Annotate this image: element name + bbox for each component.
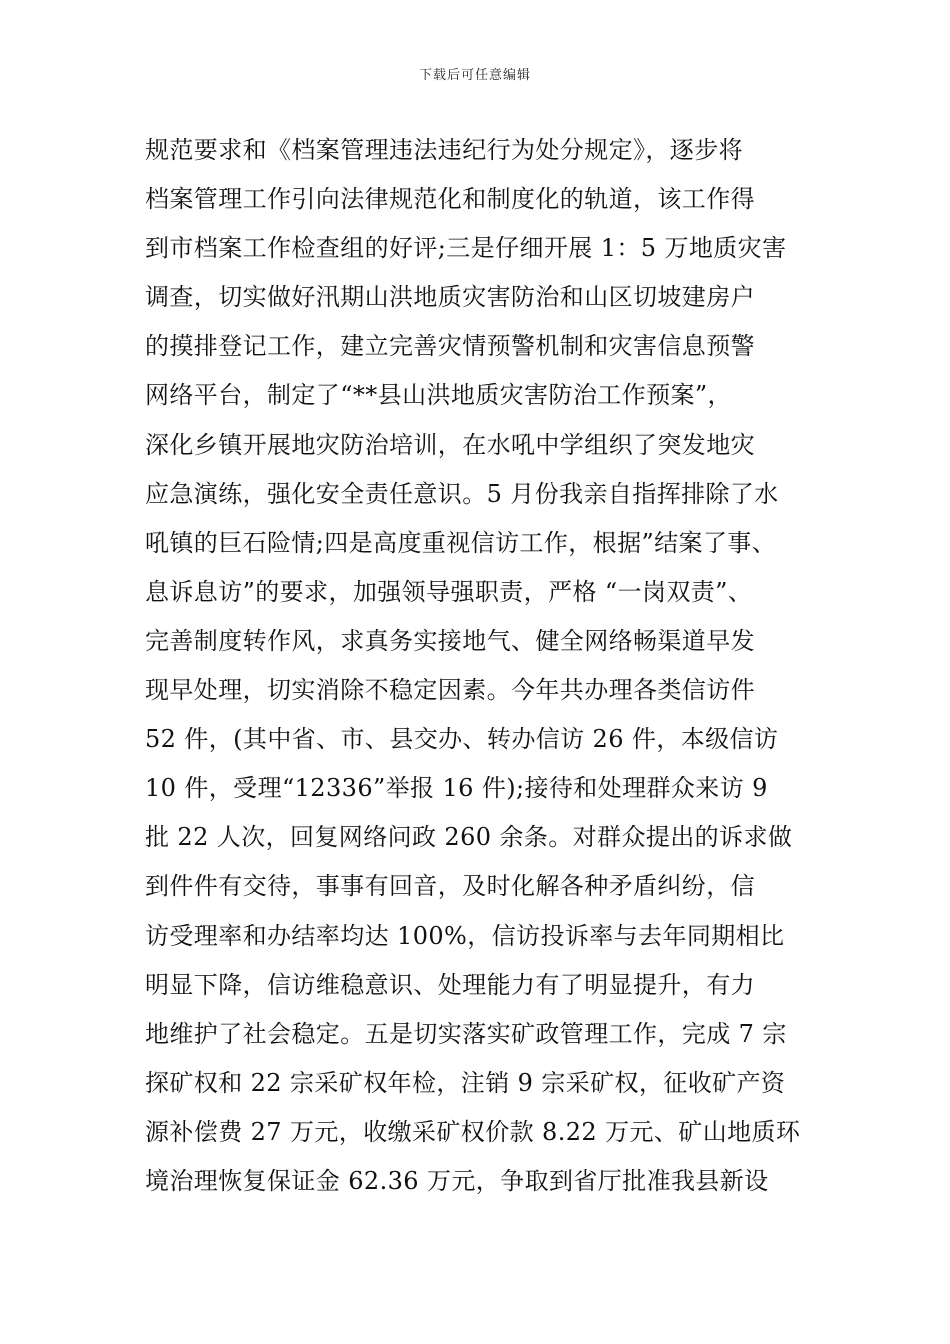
text-line: 的摸排登记工作，建立完善灾情预警机制和灾害信息预警 (145, 332, 755, 361)
text-line: 完善制度转作风，求真务实接地气、健全网络畅渠道早发 (145, 626, 755, 655)
text-line: 访受理率和办结率均达 100%，信访投诉率与去年同期相比 (145, 921, 785, 950)
text-line: 到件件有交待，事事有回音，及时化解各种矛盾纠纷，信 (145, 872, 755, 901)
text-line: 境治理恢复保证金 62.36 万元，争取到省厅批准我县新设 (145, 1166, 769, 1195)
text-line: 调查，切实做好汛期山洪地质灾害防治和山区切坡建房户 (145, 283, 755, 312)
text-line: 明显下降，信访维稳意识、处理能力有了明显提升，有力 (145, 970, 755, 999)
text-line: 规范要求和《档案管理违法违纪行为处分规定》，逐步将 (145, 136, 743, 164)
text-line: 吼镇的巨石险情;四是高度重视信访工作，根据”结案了事、 (145, 528, 777, 557)
text-line: 档案管理工作引向法律规范化和制度化的轨道，该工作得 (145, 185, 755, 214)
text-line: 探矿权和 22 宗采矿权年检，注销 9 宗采矿权，征收矿产资 (145, 1068, 786, 1097)
text-line: 批 22 人次，回复网络问政 260 余条。对群众提出的诉求做 (145, 823, 793, 852)
text-line: 深化乡镇开展地灾防治培训，在水吼中学组织了突发地灾 (145, 430, 755, 459)
text-line: 应急演练，强化安全责任意识。5 月份我亲自指挥排除了水 (145, 479, 779, 508)
text-line: 源补偿费 27 万元，收缴采矿权价款 8.22 万元、矿山地质环 (145, 1117, 801, 1146)
text-line: 到市档案工作检查组的好评;三是仔细开展 1：5 万地质灾害 (145, 234, 787, 263)
text-line: 现早处理，切实消除不稳定因素。今年共办理各类信访件 (145, 676, 755, 705)
body-paragraph (145, 126, 825, 1206)
text-line: 息诉息访”的要求，加强领导强职责，严格 “一岗双责”、 (145, 577, 753, 606)
text-line: 网络平台，制定了“**县山洪地质灾害防治工作预案”， (145, 381, 732, 410)
text-line: 地维护了社会稳定。五是切实落实矿政管理工作，完成 7 宗 (145, 1019, 787, 1048)
page-header: 下载后可任意编辑 (418, 68, 531, 83)
text-line: 52 件，(其中省、市、县交办、转办信访 26 件，本级信访 (145, 725, 779, 754)
text-line: 10 件，受理“12336”举报 16 件);接待和处理群众来访 9 (145, 774, 768, 803)
